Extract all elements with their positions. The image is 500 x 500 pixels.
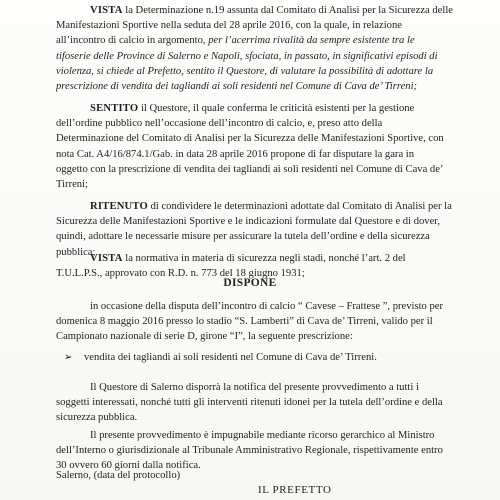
line-text: Sicurezza delle Manifestazioni Sportive e le indicazioni formulate dal Questore e di dover, (56, 216, 441, 228)
line-text: di condividere le determinazioni adottate dal Comitato di Analisi per la (147, 201, 452, 212)
text-line (56, 177, 484, 192)
text-line (56, 314, 484, 329)
text-line (56, 229, 484, 244)
line-text: T.U.L.P.S., approvato con R.D. n. 773 del 18 giugno 1931; (56, 268, 305, 280)
line-text: il Questore, il quale conferma le criticità esistenti per la gestione (138, 103, 415, 114)
line-text: Tirreni; (56, 179, 88, 191)
lead-word: VISTA (90, 253, 123, 264)
line-text: soggetti interessati, nonché tutti gli interventi ritenuti idonei per la tutela dell’ordine e della (56, 397, 443, 409)
text-line (56, 49, 484, 64)
lead-word: VISTA (90, 5, 123, 16)
text-line (56, 299, 484, 314)
text-line (56, 33, 484, 48)
line-text: quindi, adottare le necessarie misure per assicurare la tutela dell’ordine e della sicurezza (56, 231, 430, 243)
dispone-heading: DISPONE (223, 277, 277, 289)
line-text: nota Cat. A4/16/874.1/Gab. in data 28 aprile 2016 propone di far disputare la gara in (56, 148, 415, 160)
line-text: pubblica; (56, 246, 96, 258)
text-line (56, 428, 484, 443)
text-line (56, 147, 484, 162)
text-line (56, 443, 484, 458)
line-text: all’incontro di calcio in argomento, (56, 35, 209, 47)
text-line (56, 410, 484, 425)
line-text-italic: tifoserie delle Province di Salerno e Napoli, sfociata, in passato, in significativi episodi di (56, 50, 438, 62)
text-line (56, 251, 484, 266)
line-text: la normativa in materia di sicurezza negli stadi, nonché l’art. 2 del (122, 253, 406, 264)
text-line (56, 116, 484, 131)
line-text: Il presente provvedimento è impugnabile mediante ricorso gerarchico al Ministro (90, 430, 435, 441)
line-text: dell’Interno o giurisdizionale al Tribunale Amministrativo Regionale, rispettivamente entro (56, 445, 443, 457)
text-line (56, 64, 484, 79)
text-line (56, 214, 484, 229)
bullet-item (64, 350, 492, 365)
text-line (56, 380, 484, 395)
text-line (56, 199, 484, 214)
line-text: in occasione della disputa dell’incontro di calcio “ Cavese – Frattese ”, previsto per (90, 301, 444, 312)
line-text: 30 ovvero 60 giorni dalla notifica. (56, 460, 201, 472)
line-text-italic: per l’acerrima rivalità da sempre esistente tra le (208, 35, 415, 47)
text-line (56, 395, 484, 410)
place-date: Salerno, (data del protocollo) (56, 470, 181, 481)
signature-title: IL PREFETTO (258, 484, 332, 496)
line-text: Campionato nazionale di serie D, girone “I”, la seguente prescrizione: (56, 331, 353, 343)
line-text: dell’ordine pubblico nell’occasione dell’incontro di calcio, e, preso atto della (56, 118, 383, 130)
paragraph-disposizione (56, 299, 484, 345)
text-line (56, 329, 484, 344)
line-text: Manifestazioni Sportive nella seduta del 28 aprile 2016, con la quale, in relazione (56, 20, 402, 32)
paragraph-sentito (56, 101, 484, 192)
text-line (56, 101, 484, 116)
lead-word: RITENUTO (90, 201, 148, 212)
lead-word: SENTITO (90, 103, 139, 114)
line-text-italic: violenza, si chiede al Prefetto, sentito il Questore, di valutare la possibilità di adottare la (56, 65, 434, 77)
paragraph-notifica (56, 380, 484, 426)
line-text: domenica 8 maggio 2016 presso lo stadio “S. Lamberti” di Cava de’ Tirreni, valido per il (56, 316, 433, 328)
arrow-bullet-icon: ➢ (64, 352, 73, 363)
text-line (56, 131, 484, 146)
line-text: Il Questore di Salerno disporrà la notifica del presente provvedimento a tutti i (90, 382, 419, 393)
paragraph-vista-determinazione (56, 3, 484, 94)
bullet-text: vendita dei tagliandi ai soli residenti nel Comune di Cava de’ Tirreni. (84, 352, 377, 363)
text-line (56, 18, 484, 33)
text-line (56, 79, 484, 94)
line-text: sicurezza pubblica. (56, 412, 138, 424)
line-text-italic: prescrizione di vendita dei tagliandi ai soli residenti nel Comune di Cava de’ Tirreni; (56, 81, 418, 93)
line-text: la Determinazione n.19 assunta dal Comitato di Analisi per la Sicurezza delle (122, 5, 453, 16)
line-text: oggetto con la prescrizione di vendita dei tagliandi ai soli residenti nel Comune di Cava de’ (56, 163, 444, 175)
paragraph-ricorso (56, 428, 484, 474)
text-line (56, 162, 484, 177)
line-text: Determinazione del Comitato di Analisi per la Sicurezza delle Manifestazioni Sportive, con (56, 133, 444, 145)
text-line (56, 3, 484, 18)
